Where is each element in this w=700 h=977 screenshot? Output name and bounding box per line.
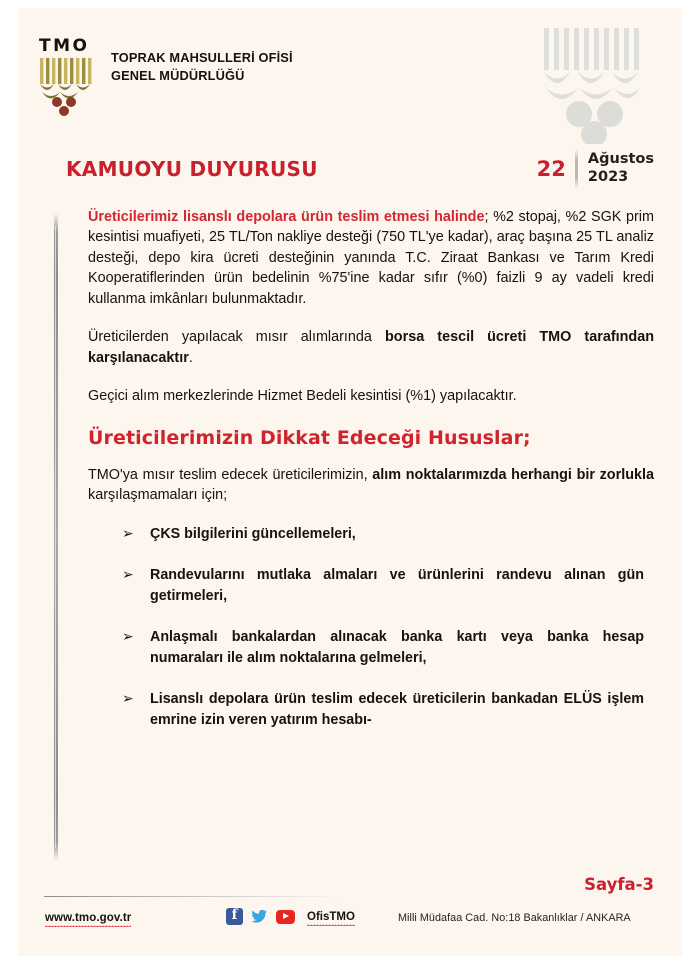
paragraph-exchange-fee-start: Üreticilerden yapılacak mısır alımlarında xyxy=(88,329,386,346)
document-footer xyxy=(18,896,682,942)
list-item-text: Anlaşmalı bankalardan alınacak banka kartı veya banka hesap numaraları ile alım noktalarına gelmeleri, xyxy=(150,629,644,666)
page-title: KAMUOYU DUYURUSU xyxy=(66,157,318,181)
paragraph-incentives-rest: ; %2 stopaj, %2 SGK prim kesintisi muafiyeti, 25 TL/Ton nakliye desteği (750 TL'ye kadar), araç başına 25 TL analiz desteği, depo kira ücreti desteğinin yanında T.C. Ziraat Bankası ve Tarım Kredi Kooperatiflerinden ürün bedelinin %75'ine kadar sıfır (%0) faizli 9 ay vadeli kredi kullanma imkânları bulunmaktadır. xyxy=(88,209,654,307)
office-address: Milli Müdafaa Cad. No:18 Bakanlıklar / ANKARA xyxy=(398,912,631,924)
tmo-logo xyxy=(32,38,293,116)
youtube-icon[interactable] xyxy=(276,910,295,924)
list-item-text: Randevularını mutlaka almaları ve ürünlerini randevu alınan gün getirmeleri, xyxy=(150,567,644,604)
paragraph-incentives xyxy=(88,207,654,309)
paragraph-delivery-notice-end: karşılaşmamaları için; xyxy=(88,487,228,504)
arrow-bullet-icon: ➢ xyxy=(122,566,134,583)
org-line-1: TOPRAK MAHSULLERİ OFİSİ xyxy=(111,50,293,65)
list-item xyxy=(122,689,644,730)
arrow-bullet-icon: ➢ xyxy=(122,628,134,645)
social-links xyxy=(226,908,355,925)
twitter-icon[interactable] xyxy=(251,908,268,925)
paragraph-exchange-fee-bold: borsa tescil ücreti TMO tarafından karşılanacaktır xyxy=(88,329,654,366)
tmo-logo-abbr: TMO xyxy=(39,36,90,56)
left-decorative-rule xyxy=(54,213,58,861)
attention-items-list xyxy=(88,524,654,731)
date-month-year xyxy=(578,151,654,186)
twitter-bird-glyph xyxy=(251,908,268,925)
facebook-icon[interactable] xyxy=(226,908,243,925)
list-item-text: Lisanslı depolara ürün teslim edecek üreticilerin bankadan ELÜS işlem emrine izin veren yatırım hesabı- xyxy=(150,691,644,728)
list-item-text: ÇKS bilgilerini güncellemeleri, xyxy=(150,525,356,542)
website-link-text: www.tmo.gov.tr xyxy=(45,912,132,924)
paragraph-delivery-notice-start: TMO'ya mısır teslim edecek üreticilerimizin, xyxy=(88,466,373,483)
arrow-bullet-icon: ➢ xyxy=(122,524,134,541)
paragraph-exchange-fee-end: . xyxy=(188,349,193,366)
paragraph-delivery-notice-bold: alım noktalarımızda herhangi bir zorlukla xyxy=(372,466,654,483)
paragraph-delivery-notice xyxy=(88,465,654,506)
document-page xyxy=(18,8,682,956)
header-watermark xyxy=(534,26,662,144)
title-row xyxy=(18,145,682,207)
publication-date xyxy=(537,149,654,189)
paragraph-exchange-fee xyxy=(88,327,654,368)
social-handle[interactable]: OfisTMO xyxy=(307,910,355,923)
org-line-2: GENEL MÜDÜRLÜĞÜ xyxy=(111,67,245,83)
date-year: 2023 xyxy=(587,169,629,185)
website-link[interactable] xyxy=(45,912,131,924)
list-item xyxy=(122,565,644,606)
list-item xyxy=(122,524,644,545)
tmo-logo-org-name xyxy=(111,38,293,84)
page-number: Sayfa-3 xyxy=(584,875,654,894)
footer-divider xyxy=(44,896,344,897)
section-heading-attention: Üreticilerimizin Dikkat Edeceği Hususlar; xyxy=(88,426,531,449)
arrow-bullet-icon: ➢ xyxy=(122,690,134,707)
document-body xyxy=(18,207,682,731)
paragraph-incentives-highlight: Üreticilerimiz lisanslı depolara ürün teslim etmesi halinde xyxy=(88,209,485,225)
paragraph-service-fee: Geçici alım merkezlerinde Hizmet Bedeli kesintisi (%1) yapılacaktır. xyxy=(88,388,517,405)
list-item xyxy=(122,627,644,668)
date-month: Ağustos xyxy=(587,151,654,168)
wheat-grape-watermark-icon xyxy=(534,26,662,144)
date-day: 22 xyxy=(536,157,566,181)
tmo-logo-mark-icon xyxy=(32,38,104,116)
document-header xyxy=(18,8,682,133)
